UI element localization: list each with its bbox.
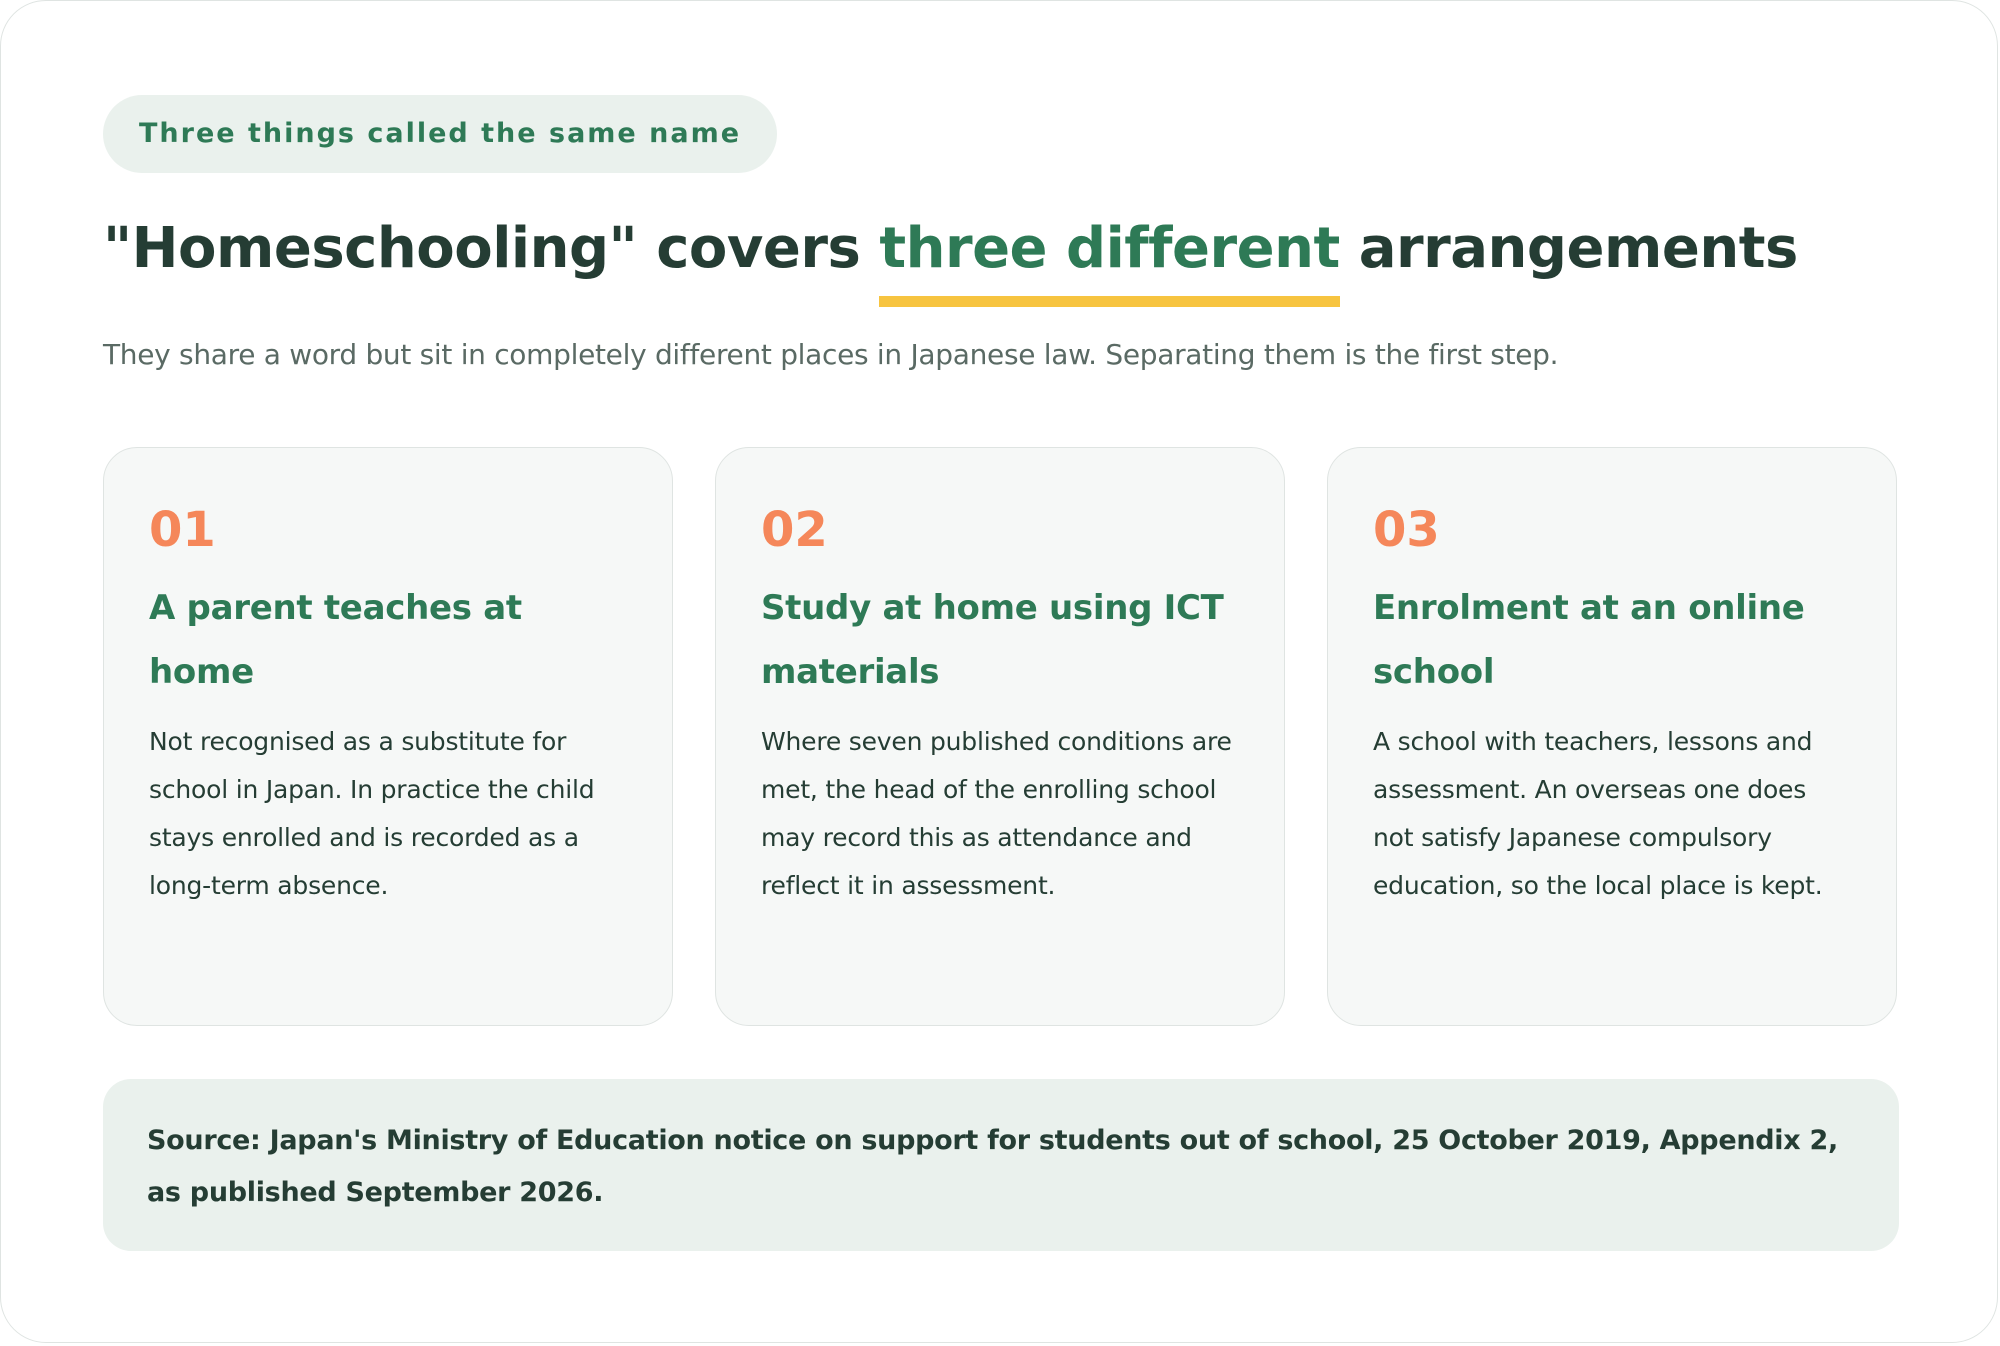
card-number: 01 <box>149 502 216 558</box>
card-ict-study <box>715 447 1285 1026</box>
card-parent-teaches <box>103 447 673 1026</box>
page-subtitle: They share a word but sit in completely different places in Japanese law. Separating them is the first step. <box>103 338 1559 371</box>
title-trail: arrangements <box>1339 216 1798 281</box>
card-description: Where seven published conditions are met, the head of the enrolling school may record this as attendance and reflect it in assessment. <box>761 727 1232 900</box>
card-title: A parent teaches at home <box>149 588 522 692</box>
section-badge: Three things called the same name <box>103 95 777 173</box>
card-number: 02 <box>761 502 828 558</box>
card-row <box>103 447 1899 1026</box>
title-accent: three different <box>879 209 1339 289</box>
title-lead: "Homeschooling" covers <box>103 216 880 281</box>
page-title <box>103 209 1798 289</box>
source-note: Source: Japan's Ministry of Education notice on support for students out of school, 25 October 2019, Appendix 2, as published September 2026. <box>103 1079 1899 1251</box>
card-number: 03 <box>1373 502 1440 558</box>
card-description: A school with teachers, lessons and assessment. An overseas one does not satisfy Japanese compulsory education, so the local place is kept. <box>1373 727 1823 900</box>
card-title: Enrolment at an online school <box>1373 588 1805 692</box>
card-description: Not recognised as a substitute for school in Japan. In practice the child stays enrolled and is recorded as a long-term absence. <box>149 727 595 900</box>
card-title: Study at home using ICT materials <box>761 588 1224 692</box>
card-online-school <box>1327 447 1897 1026</box>
